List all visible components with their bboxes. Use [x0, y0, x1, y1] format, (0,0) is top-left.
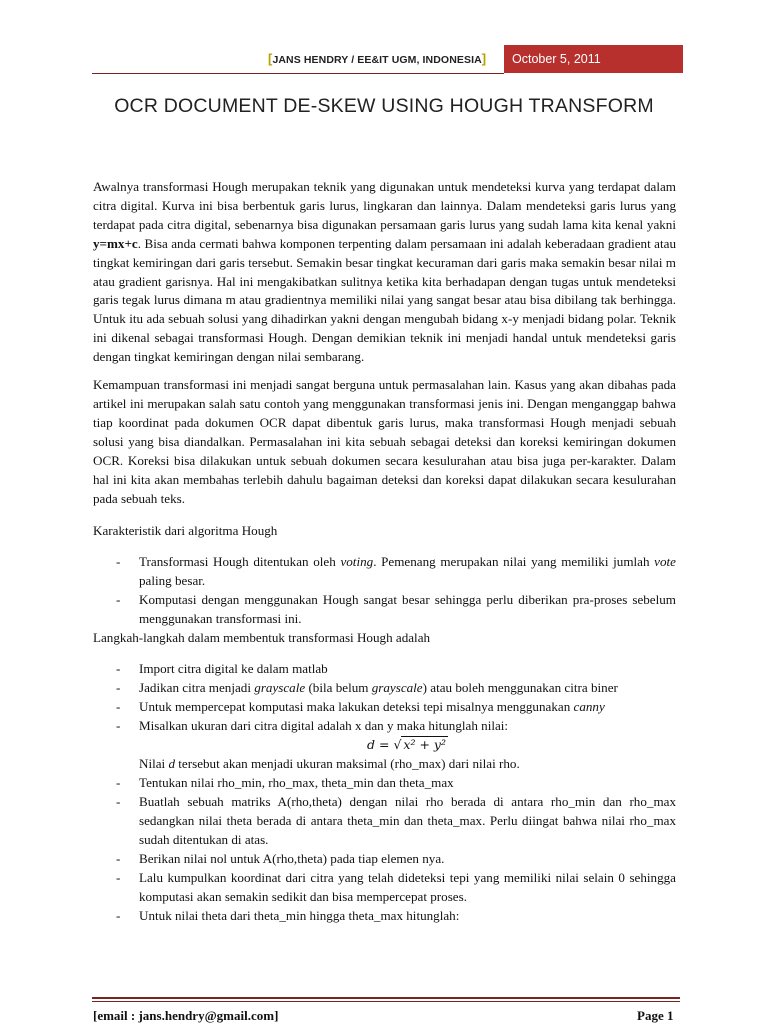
item-text: Berikan nilai nol untuk A(rho,theta) pada tiap elemen nya. [139, 851, 445, 866]
footer-rule-thin [92, 1001, 680, 1002]
footer-page-number: Page 1 [637, 1008, 674, 1023]
list-item [93, 907, 676, 926]
item-text: Untuk nilai theta dari theta_min hingga theta_max hitunglah: [139, 907, 460, 923]
item-text: paling besar. [139, 573, 206, 589]
formula-lhs: d = [367, 737, 394, 753]
paragraph-1 [93, 178, 676, 367]
document-body [93, 178, 676, 926]
dash-bullet: - [116, 851, 121, 866]
distance-formula [93, 735, 676, 755]
paragraph-4: Langkah-langkah dalam membentuk transformasi Hough adalah [93, 629, 431, 645]
dash-bullet: - [116, 869, 121, 885]
paragraph-3: Karakteristik dari algoritma Hough [93, 523, 278, 539]
item-text: ) atau boleh menggunakan citra biner [422, 679, 618, 695]
dash-bullet: - [116, 717, 121, 733]
item-text: (bila belum [305, 679, 372, 695]
p1-text-a: Awalnya transformasi Hough merupakan teknik yang digunakan untuk mendeteksi kurva yang terdapat dalam citra digital. Kurva ini bisa berbentuk garis lurus, lingkaran dan lainnya. Dalam mendeteksi garis lurus yang terdapat pada citra digital, sebenarnya bisa digunakan persamaan garis lurus yang sudah lama kita kenal yakni [93, 179, 676, 232]
header-bracket-open: [ [268, 51, 273, 66]
footer-email: [email : jans.hendry@gmail.com] [93, 1008, 279, 1023]
note-text: Nilai [139, 756, 169, 772]
note-italic: d [168, 756, 176, 772]
formula-note [93, 755, 676, 774]
header-rule [92, 73, 504, 74]
dash-bullet: - [116, 698, 121, 714]
document-title: OCR DOCUMENT DE-SKEW USING HOUGH TRANSFORM [114, 95, 654, 117]
item-italic: voting [340, 554, 374, 570]
list-item [93, 660, 676, 679]
item-text: Misalkan ukuran dari citra digital adalah x dan y maka hitunglah nilai: [139, 717, 509, 733]
list-item [93, 869, 676, 907]
p1-text-b: . Bisa anda cermati bahwa komponen terpenting dalam persamaan ini adalah keberadaan gradient atau tingkat kemiringan dari garis tersebut. Semakin besar tingkat kecuraman dari garis maka semakin besar nilai m atau gradient garisnya. Hal ini mengakibatkan sulitnya ketika kita berhadapan dengan tugas untuk mendeteksi garis tegak lurus dimana m atau gradientnya memiliki nilai yang sangat besar atau bisa dibilang tak berhingga. Untuk itu ada sebuah solusi yang dihadirkan yakni dengan mengubah bidang x-y menjadi bidang polar. Teknik ini dikenal sebagai transformasi Hough. Dengan demikian teknik ini menjadi handal untuk mendeteksi garis dengan tingkat kemiringan dengan nilai sembarang. [93, 235, 676, 365]
dash-bullet: - [116, 592, 121, 608]
item-text: Buatlah sebuah matriks A(rho,theta) dengan nilai rho berada di antara rho_min dan rho_max sedangkan nilai theta berada di antara theta_min dan theta_max. Perlu diingat bahwa nilai rho_max sudah ditentukan di atas. [139, 794, 676, 848]
dash-bullet: - [116, 660, 121, 676]
item-italic: grayscale [254, 679, 306, 695]
header-date: October 5, 2011 [504, 45, 683, 73]
header-author [268, 51, 486, 66]
item-text: Untuk mempercepat komputasi maka lakukan deteksi tepi misalnya menggunakan [139, 698, 574, 714]
item-text: Komputasi dengan menggunakan Hough sangat besar sehingga perlu diberikan pra-proses sebelum menggunakan transformasi ini. [139, 592, 676, 627]
footer-rule-thick [92, 997, 680, 999]
list-item [93, 793, 676, 850]
line-equation: y=mx+c [93, 235, 138, 251]
sqrt-symbol: √ [393, 737, 402, 753]
steps-list [93, 660, 676, 926]
note-text: tersebut akan menjadi ukuran maksimal (rho_max) dari nilai rho. [175, 756, 520, 772]
list-item [93, 591, 676, 629]
item-italic: grayscale [371, 679, 423, 695]
item-text: Jadikan citra menjadi [139, 679, 255, 695]
header-bracket-close: ] [481, 51, 487, 66]
dash-bullet: - [116, 794, 121, 810]
list-item [93, 774, 676, 793]
dash-bullet: - [116, 775, 121, 791]
characteristics-list [93, 553, 676, 629]
item-text: Lalu kumpulkan koordinat dari citra yang telah dideteksi tepi yang memiliki nilai selain 0 sehingga komputasi akan semakin sedikit dan bisa mempercepat proses. [139, 869, 676, 904]
item-text: Transformasi Hough ditentukan oleh [139, 554, 341, 570]
header-author-text: JANS HENDRY / EE&IT UGM, INDONESIA [272, 54, 482, 66]
item-text: Import citra digital ke dalam matlab [139, 660, 328, 676]
list-item [93, 698, 676, 717]
item-italic: canny [573, 698, 605, 714]
item-italic: vote [654, 554, 676, 570]
list-item [93, 553, 676, 591]
dash-bullet: - [116, 554, 121, 570]
list-item [93, 717, 676, 736]
paragraph-2: Kemampuan transformasi ini menjadi sangat berguna untuk permasalahan lain. Kasus yang akan dibahas pada artikel ini merupakan salah satu contoh yang menggunakan transformasi jenis ini. Dengan menganggap bahwa tiap koordinat pada dokumen OCR dapat dibentuk garis lurus, maka transformasi Hough menjadi sebuah solusi yang bisa diandalkan. Permasalahan ini kita sebuah sebagai deteksi dan koreksi kemiringan dokumen OCR. Koreksi bisa dilakukan untuk sebuah dokumen secara kesulurahan atau bisa juga per-karakter. Dalam hal ini kita akan membahas terlebih dahulu bagaiman deteksi dan koreksi dapat dilakukan secara kesulurahan pada sebuah teks. [93, 377, 676, 506]
dash-bullet: - [116, 679, 121, 695]
dash-bullet: - [116, 907, 121, 923]
list-item [93, 850, 676, 869]
item-text: Tentukan nilai rho_min, rho_max, theta_min dan theta_max [139, 775, 454, 791]
formula-radicand: x² + y² [403, 737, 446, 753]
item-text: . Pemenang merupakan nilai yang memiliki jumlah [373, 554, 655, 570]
list-item [93, 679, 676, 698]
